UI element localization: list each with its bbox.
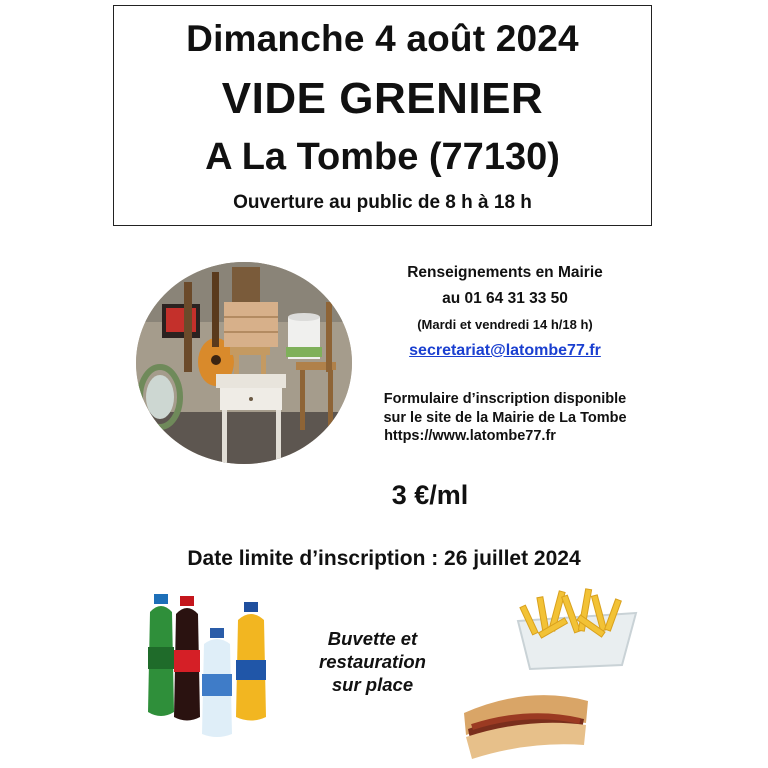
buvette-line-1: Buvette et [327,628,418,649]
registration-deadline: Date limite d’inscription : 26 juillet 2024 [187,547,581,570]
info-phone: au 01 64 31 33 50 [442,290,568,307]
buvette-text [290,627,455,696]
price: 3 €/ml [391,480,469,510]
soda-bottles-image [140,592,270,742]
event-date: Dimanche 4 août 2024 [186,18,579,59]
info-hours: (Mardi et vendredi 14 h/18 h) [417,317,593,332]
form-info [355,390,655,428]
header-box [113,5,652,226]
event-title: VIDE GRENIER [221,74,544,123]
event-place: A La Tombe (77130) [205,136,560,178]
email-link[interactable]: secretariat@latombe77.fr [409,342,601,359]
form-line-1: Formulaire d’inscription disponible [383,391,627,407]
info-mairie: Renseignements en Mairie [407,264,603,281]
buvette-line-3: sur place [331,674,414,695]
form-line-2: sur le site de la Mairie de La Tombe [383,410,627,426]
website-link[interactable]: https://www.latombe77.fr [384,428,556,444]
event-hours: Ouverture au public de 8 h à 18 h [233,192,532,213]
buvette-line-2: restauration [319,651,426,672]
flea-market-photo [136,262,352,464]
sandwich-image [458,683,593,763]
fries-image [512,583,642,673]
